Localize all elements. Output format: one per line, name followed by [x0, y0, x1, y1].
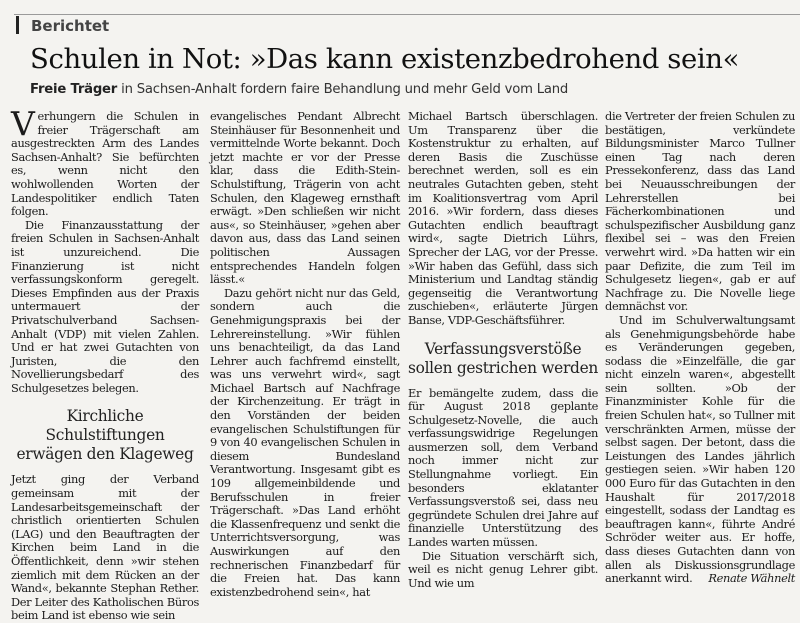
article-subhead	[30, 82, 568, 97]
drop-cap: V	[11, 104, 35, 143]
author-byline: Renate Wähnelt	[708, 571, 795, 586]
article-headline: Schulen in Not: »Das kann existenzbedrohend sein«	[30, 43, 740, 75]
column-1	[11, 104, 199, 623]
section-kicker: Berichtet	[16, 16, 109, 34]
paragraph: Jetzt ging der Verband gemeinsam mit der Landesarbeitsgemeinschaft der christlich orientierten Schulen (LAG) und den Beauftragten der Kirchen beim Land in die Öffentlichkeit, denn »wir stehen ziemlich mit dem Rücken an der Wand«, bekannte Stephan Rether. Der Leiter des Katholischen Büros beim Land ist ebenso wie sein	[11, 472, 199, 623]
paragraph: evangelisches Pendant Albrecht Steinhäuser für Besonnenheit und vermittelnde Worte bekannt. Doch jetzt machte er vor der Presse klar, dass die Edith-Stein-Schulstiftung, Trägerin von acht Schulen, den Klageweg ernsthaft erwägt. »Den schließen wir nicht aus«, so Steinhäuser, »gehen aber davon aus, dass das Land seinen politischen Aussagen entsprechendes Handeln folgen lässt.«	[210, 109, 400, 287]
paragraph: Die Situation verschärft sich, weil es nicht genug Lehrer gibt. Und wie um	[408, 548, 598, 590]
paragraph: die Vertreter der freien Schulen zu bestätigen, verkündete Bildungsminister Marco Tullner einen Tag nach deren Pressekonferenz, dass das Land bei Neuausschreibungen der Lehrerstellen bei Fächerkombinationen und schulspezifischer Ausbildung ganz flexibel sei – was den Freien verwehrt wird. »Da hatten wir ein paar Defizite, die zum Teil im Schulgesetz liegen«, gab er auf Nachfrage zu. Die Novelle liege demnächst vor.	[605, 109, 795, 314]
section-subtitle: Verfassungsverstöße sollen gestrichen werden	[408, 339, 599, 377]
paragraph: Verhungern die Schulen in freier Trägerschaft am ausgestreckten Arm des Landes Sachsen-Anhalt? Sie befürchten es, wenn nicht den wohlwollenden Worten der Landespolitiker endlich Taten folgen.	[11, 104, 199, 219]
section-subtitle: Kirchliche Schulstiftungen erwägen den Klageweg	[16, 407, 194, 464]
subhead-text: in Sachsen-Anhalt fordern faire Behandlung und mehr Geld vom Land	[117, 82, 569, 97]
paragraph: Dazu gehört nicht nur das Geld, sondern auch die Genehmigungspraxis bei der Lehrereinstellung. »Wir fühlen uns benachteiligt, da das Land Lehrer auch fachfremd einstellt, was uns verwehrt wird«, sagt Michael Bartsch auf Nachfrage der Kirchenzeitung. Er trägt in den Vorständen der beiden evangelischen Schulstiftungen für 9 von 40 evangelischen Schulen in diesem Bundesland Verantwortung. Insgesamt gibt es 109 allgemeinbildende und Berufsschulen in freier Trägerschaft. »Das Land erhöht die Klassenfrequenz und senkt die Unterrichtsversorgung, was Auswirkungen auf den rechnerischen Finanzbedarf für die Freien hat. Das kann existenzbedrohend sein«, hat	[210, 285, 400, 599]
top-rule	[14, 14, 800, 15]
column-2	[210, 110, 400, 599]
paragraph: Michael Bartsch überschlagen. Um Transparenz über die Kostenstruktur zu erhalten, auf deren Basis die Zuschüsse berechnet werden, soll es ein neutrales Gutachten geben, steht im Koalitionsvertrag vom April 2016. »Wir fordern, dass dieses Gutachten endlich beauftragt wird«, sagte Dietrich Lührs, Sprecher der LAG, vor der Presse. »Wir haben das Gefühl, dass sich Ministerium und Landtag ständig gegenseitig die Verantwortung zuschieben«, erläuterte Jürgen Banse, VDP-Geschäftsführer.	[408, 109, 598, 327]
column-3	[408, 110, 598, 590]
paragraph: Er bemängelte zudem, dass die für August 2018 geplante Schulgesetz-Novelle, die auch verfassungswidrige Regelungen ausmerzen soll, dem Verband noch immer nicht zur Stellungnahme vorliegt. Ein besonders eklatanter Verfassungsverstoß sei, dass neu gegründete Schulen drei Jahre auf finanzielle Unterstützung des Landes warten müssen.	[408, 385, 598, 550]
paragraph: Und im Schulverwaltungsamt als Genehmigungsbehörde habe es Veränderungen gegeben, sodass die »Einzelfälle, die gar nicht einzeln waren«, abgestellt sein sollten. »Ob der Finanzminister Kohle für die freien Schulen hat«, so Tullner mit verschränkten Armen, müsse der selbst sagen. Der betont, dass die Leistungen des Landes jährlich gestiegen seien. »Wir haben 120 000 Euro für das Gutachten in den Haushalt für 2017/2018 eingestellt, sodass der Landtag es beauftragen kann«, führte André Schröder weiter aus. Er hoffe, dass dieses Gutachten dann von allen als Diskussionsgrundlage anerkannt wird. Renate Wähnelt	[605, 312, 795, 586]
column-4	[605, 110, 795, 586]
paragraph: Die Finanzausstattung der freien Schulen in Sachsen-Anhalt ist unzureichend. Die Finanzierung ist nicht verfassungskonform geregelt. Dieses Empfinden aus der Praxis untermauert der Privatschulverband Sachsen-Anhalt (VDP) mit vielen Zahlen. Und er hat zwei Gutachten von Juristen, die den Novellierungsbedarf des Schulgesetzes belegen.	[11, 217, 199, 395]
subhead-bold: Freie Träger	[30, 82, 118, 97]
